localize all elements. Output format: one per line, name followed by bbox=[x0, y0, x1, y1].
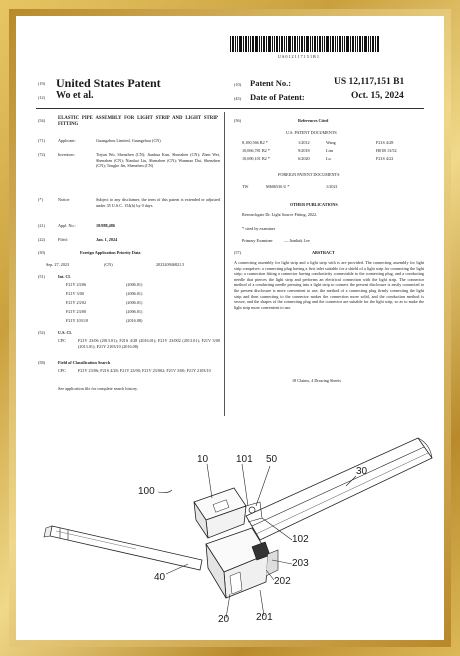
label-203: 203 bbox=[292, 558, 309, 569]
barcode-bar bbox=[259, 36, 260, 52]
barcode-bar bbox=[368, 36, 369, 52]
label-30: 30 bbox=[356, 466, 368, 477]
barcode-bar bbox=[346, 36, 349, 52]
appl-no-label: Appl. No.: bbox=[58, 223, 76, 228]
barcode bbox=[230, 36, 410, 52]
label-40: 40 bbox=[154, 572, 166, 583]
barcode-bar bbox=[263, 36, 265, 52]
country-title: United States Patent bbox=[56, 76, 161, 90]
label-10: 10 bbox=[197, 454, 209, 465]
filed-value: Jan. 1, 2024 bbox=[96, 237, 118, 242]
barcode-bar bbox=[364, 36, 367, 52]
barcode-bar bbox=[297, 36, 298, 52]
code-10: (10) bbox=[234, 82, 241, 87]
priority-date: Sep. 27, 2023 bbox=[46, 262, 70, 267]
barcode-bar bbox=[304, 36, 305, 52]
foreign-doc-num: M606536 U * bbox=[266, 184, 290, 189]
barcode-bar bbox=[319, 36, 321, 52]
patent-figure bbox=[16, 394, 444, 640]
priority-country: (CN) bbox=[104, 262, 113, 267]
barcode-bar bbox=[284, 36, 285, 52]
column-divider bbox=[224, 112, 225, 416]
us-doc-row bbox=[242, 148, 416, 154]
foreign-title: FOREIGN PATENT DOCUMENTS bbox=[278, 172, 340, 177]
barcode-bar bbox=[377, 36, 379, 52]
us-docs-title: U.S. PATENT DOCUMENTS bbox=[286, 130, 337, 135]
us-doc-num: 10,066,781 B2 * bbox=[242, 148, 270, 153]
label-202: 202 bbox=[274, 576, 291, 587]
inventors-value: Tiejun Wu, Shenzhen (CN); Jianhua Kun, Shenzhen (CN); Zhen Wei, Shenzhen (CN); Nianhai Liu, Shenzhen (CN); Wanmao Dai, Shenzhen (CN); Tonghe Jin, Shenzhen (CN) bbox=[96, 152, 220, 169]
barcode-bar bbox=[324, 36, 325, 52]
intcl-year: (2006.01) bbox=[126, 282, 143, 287]
plug-20 bbox=[206, 528, 278, 598]
patent-no-label: Patent No.: bbox=[250, 78, 292, 88]
code-57: (57) bbox=[234, 250, 241, 255]
us-doc-num: 10,690,101 B2 * bbox=[242, 156, 270, 161]
code-58: (58) bbox=[38, 360, 45, 365]
code-12: (12) bbox=[38, 95, 45, 100]
barcode-bar bbox=[266, 36, 267, 52]
barcode-bar bbox=[362, 36, 363, 52]
patent-date: Oct. 15, 2024 bbox=[351, 91, 404, 101]
barcode-bar bbox=[248, 36, 249, 52]
code-notice: (*) bbox=[38, 197, 43, 202]
barcode-bar bbox=[306, 36, 309, 52]
priority-title: Foreign Application Priority Data bbox=[80, 250, 141, 255]
intcl-row bbox=[66, 300, 142, 306]
label-102: 102 bbox=[292, 534, 309, 545]
label-50: 50 bbox=[266, 454, 278, 465]
notice-label: Notice: bbox=[58, 197, 71, 202]
intcl-year: (2016.08) bbox=[126, 318, 143, 323]
uscl-title: U.S. Cl. bbox=[58, 330, 72, 335]
label-100: 100 bbox=[138, 486, 155, 497]
barcode-bar bbox=[357, 36, 358, 52]
barcode-bar bbox=[344, 36, 345, 52]
intcl-year: (2006.01) bbox=[126, 300, 143, 305]
code-56: (56) bbox=[234, 118, 241, 123]
applicant-value: Guangzhou Limited, Guangzhou (CN) bbox=[96, 138, 161, 143]
us-doc-cls: F21S 4/22 bbox=[376, 156, 394, 161]
code-45: (45) bbox=[234, 96, 241, 101]
barcode-bar bbox=[330, 36, 331, 52]
code-30: (30) bbox=[38, 250, 45, 255]
us-doc-cls: H01R 13/52 bbox=[376, 148, 397, 153]
barcode-bar bbox=[286, 36, 287, 52]
barcode-bar bbox=[335, 36, 336, 52]
barcode-bar bbox=[299, 36, 300, 52]
barcode-bar bbox=[232, 36, 234, 52]
foreign-doc-country: TW bbox=[242, 184, 249, 189]
barcode-bar bbox=[235, 36, 236, 52]
fcs-value: F21V 23/06; F21S 4/28; F21V 23/00; F21V 23/002; F21V 3/00; F21Y 2103/10 bbox=[78, 368, 211, 373]
us-doc-name: Lim bbox=[326, 148, 333, 153]
intcl-row bbox=[66, 282, 142, 288]
barcode-bar bbox=[350, 36, 351, 52]
label-20: 20 bbox=[218, 614, 230, 625]
barcode-bar bbox=[372, 36, 374, 52]
barcode-bar bbox=[292, 36, 293, 52]
fcs-label: CPC bbox=[58, 368, 66, 373]
barcode-bar bbox=[301, 36, 303, 52]
barcode-bar bbox=[370, 36, 371, 52]
barcode-bar bbox=[326, 36, 329, 52]
date-label: Date of Patent: bbox=[250, 92, 305, 102]
barcode-bar bbox=[230, 36, 231, 52]
barcode-bar bbox=[294, 36, 296, 52]
filed-label: Filed: bbox=[58, 237, 68, 242]
examiner-name: — Jianliuk Lee bbox=[284, 238, 310, 243]
code-71: (71) bbox=[38, 138, 45, 143]
inventors-label: Inventors: bbox=[58, 152, 75, 157]
barcode-bar bbox=[255, 36, 258, 52]
notice-value: Subject to any disclaimer, the term of this patent is extended or adjusted under 35 U.S.C. 154(b) by 0 days. bbox=[96, 197, 220, 208]
barcode-bar bbox=[261, 36, 262, 52]
barcode-bar bbox=[250, 36, 251, 52]
intcl-title: Int. Cl. bbox=[58, 274, 71, 279]
barcode-bar bbox=[312, 36, 313, 52]
uscl-value: F21V 23/06 (2013.01); F21S 4/28 (2016.01); F21V 23/002 (2013.01); F21V 3/00 (2013.01); F21Y 2103/10 (2016.08) bbox=[78, 338, 220, 349]
code-22: (22) bbox=[38, 237, 45, 242]
code-72: (72) bbox=[38, 152, 45, 157]
barcode-bar bbox=[239, 36, 242, 52]
barcode-bar bbox=[274, 36, 275, 52]
patent-title: ELASTIC PIPE ASSEMBLY FOR LIGHT STRIP AND LIGHT STRIP FITTING bbox=[58, 116, 218, 127]
intcl-code: F21V 23/00 bbox=[66, 309, 87, 314]
barcode-bar bbox=[359, 36, 361, 52]
barcode-bar bbox=[288, 36, 291, 52]
barcode-bar bbox=[279, 36, 280, 52]
fcs-title: Field of Classification Search bbox=[58, 360, 111, 365]
us-doc-date: 6/2020 bbox=[298, 156, 310, 161]
label-101: 101 bbox=[236, 454, 253, 465]
us-doc-row bbox=[242, 140, 416, 146]
other-pub-title: OTHER PUBLICATIONS bbox=[290, 202, 338, 207]
barcode-text: US012117151B1 bbox=[278, 54, 320, 59]
intcl-code: F21Y 103/10 bbox=[66, 318, 89, 323]
intcl-code: F21V 23/02 bbox=[66, 300, 87, 305]
cited-by: * cited by examiner bbox=[242, 226, 276, 231]
foreign-doc-row bbox=[242, 184, 366, 190]
barcode-bar bbox=[272, 36, 273, 52]
us-doc-row bbox=[242, 156, 416, 162]
fcs-note: See application file for complete search history. bbox=[58, 386, 138, 391]
barcode-bar bbox=[317, 36, 318, 52]
intcl-year: (2006.01) bbox=[126, 309, 143, 314]
us-doc-date: 9/2018 bbox=[298, 148, 310, 153]
code-54: (54) bbox=[38, 118, 45, 123]
code-51: (51) bbox=[38, 274, 45, 279]
barcode-bar bbox=[237, 36, 238, 52]
barcode-bar bbox=[252, 36, 254, 52]
label-201: 201 bbox=[256, 612, 273, 623]
inventor-short: Wo et al. bbox=[56, 90, 94, 101]
header-rule bbox=[36, 108, 424, 109]
barcode-bar bbox=[339, 36, 341, 52]
barcode-bar bbox=[310, 36, 311, 52]
patent-no: US 12,117,151 B1 bbox=[334, 77, 405, 87]
foreign-doc-date: 1/2021 bbox=[326, 184, 338, 189]
us-doc-cls: F21S 4/28 bbox=[376, 140, 394, 145]
cable-40 bbox=[44, 526, 202, 570]
claims-count: 18 Claims, 4 Drawing Sheets bbox=[292, 378, 341, 383]
code-52: (52) bbox=[38, 330, 45, 335]
refs-title: References Cited bbox=[298, 118, 329, 123]
intcl-year: (2006.01) bbox=[126, 291, 143, 296]
examiner-label: Primary Examiner bbox=[242, 238, 273, 243]
barcode-bar bbox=[268, 36, 271, 52]
barcode-bar bbox=[281, 36, 283, 52]
barcode-bar bbox=[337, 36, 338, 52]
appl-no-value: 18/088,486 bbox=[96, 223, 115, 228]
barcode-bar bbox=[276, 36, 278, 52]
uscl-label: CPC bbox=[58, 338, 66, 343]
code-19: (19) bbox=[38, 81, 45, 86]
barcode-bar bbox=[332, 36, 334, 52]
code-21: (21) bbox=[38, 223, 45, 228]
barcode-bar bbox=[314, 36, 316, 52]
barcode-bar bbox=[322, 36, 323, 52]
us-doc-name: Lu bbox=[326, 156, 331, 161]
intcl-row bbox=[66, 318, 142, 324]
priority-number: 202320946821.5 bbox=[156, 262, 185, 267]
intcl-code: F21V 3/00 bbox=[66, 291, 84, 296]
barcode-bar bbox=[355, 36, 356, 52]
us-doc-num: 8,100,566 B2 * bbox=[242, 140, 268, 145]
intcl-row bbox=[66, 291, 142, 297]
patent-page bbox=[16, 16, 444, 640]
barcode-bar bbox=[342, 36, 343, 52]
us-doc-date: 1/2012 bbox=[298, 140, 310, 145]
barcode-bar bbox=[245, 36, 247, 52]
barcode-bar bbox=[352, 36, 354, 52]
barcode-bar bbox=[375, 36, 376, 52]
us-doc-name: Wang bbox=[326, 140, 336, 145]
abstract-text: A connecting assembly for light strip and a light strip with is are provided. The connecting assembly for light strip comprises: a connecting plug having a first inlet suitable for a shield of a light strip for connecting the light strip; a connection fitting a connector having conductivity connectable to the connecting plug, and a conducting needle that pierces the light strip and performs an electrical connection with the light strip. The connector method of a conducting needle pressing into a light strip to connect the present disclosure is easily connected to the present disclosure is more convenient to use; the method of a connecting plug firmly connecting the light strip and then connecting to the connector makes the connection more solid, and the conduction method is secure, and the shapes of the connecting plug and the connector are suitable for the light strip, so as to make the light strip more convenient to use. bbox=[234, 260, 424, 310]
applicant-label: Applicant: bbox=[58, 138, 76, 143]
barcode-bar bbox=[243, 36, 244, 52]
other-pub: Researchgate Dr. Light Source Fitting, 2022. bbox=[242, 212, 318, 217]
abstract-title: ABSTRACT bbox=[312, 250, 335, 255]
intcl-code: F21V 23/06 bbox=[66, 282, 87, 287]
intcl-row bbox=[66, 309, 142, 315]
